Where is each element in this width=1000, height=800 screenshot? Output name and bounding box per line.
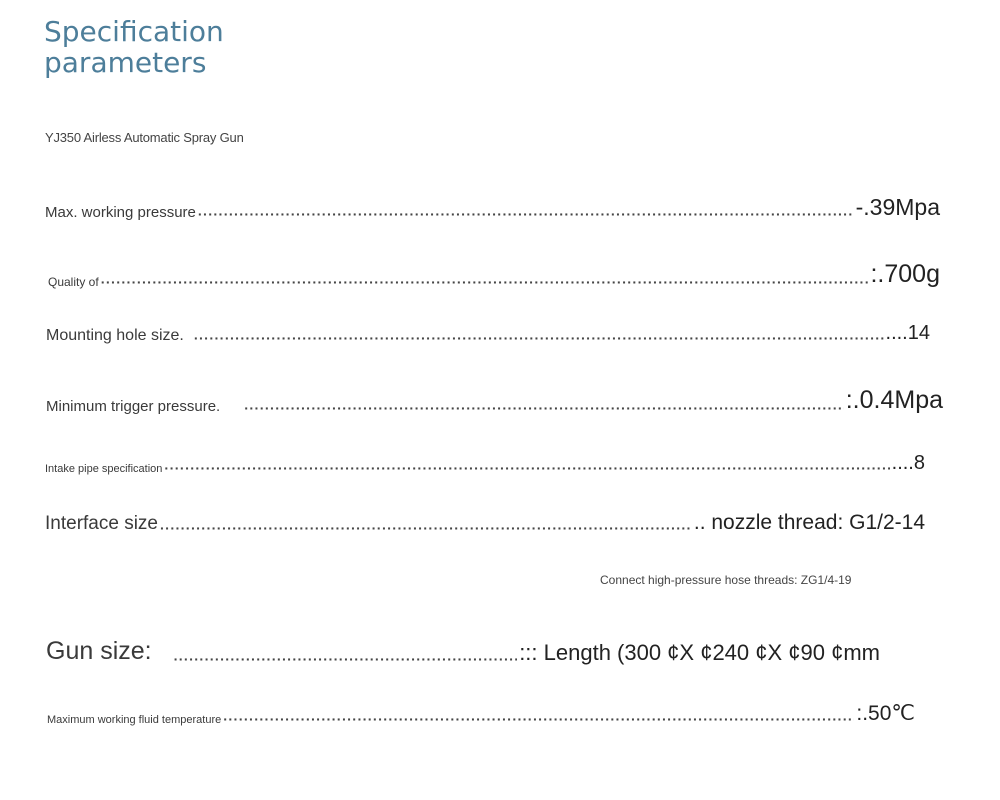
- dot-leader: [160, 521, 692, 535]
- spec-label: Gun size:: [46, 637, 152, 665]
- dot-leader: [174, 652, 518, 666]
- spec-value: ::: Length (300 ¢X ¢240 ¢X ¢90 ¢mm: [519, 640, 880, 665]
- dot-leader: [101, 275, 869, 289]
- page-title: [44, 16, 224, 78]
- product-name: YJ350 Airless Automatic Spray Gun: [45, 130, 244, 145]
- hose-thread-note: Connect high-pressure hose threads: ZG1/4-19: [600, 573, 852, 587]
- spec-row-max-pressure: [45, 194, 940, 221]
- spec-value: ....14: [885, 322, 930, 344]
- dot-leader: [223, 712, 854, 726]
- spec-label: Minimum trigger pressure.: [46, 398, 221, 415]
- spec-value: -.39Mpa: [855, 194, 940, 220]
- spec-label: Interface size: [45, 513, 158, 534]
- dot-leader: [164, 461, 889, 475]
- spec-row-intake-pipe: [45, 452, 925, 475]
- dot-leader: [198, 207, 854, 221]
- spec-label: Quality of: [48, 275, 99, 289]
- dot-leader: [244, 401, 844, 415]
- spec-label: Maximum working fluid temperature: [47, 714, 222, 726]
- spec-value: :.700g: [870, 260, 940, 288]
- spec-value: .. nozzle thread: G1/2-14: [693, 511, 925, 534]
- dot-leader: [194, 331, 884, 345]
- spec-row-interface-size: [45, 511, 925, 535]
- spec-value: ....8: [891, 452, 925, 474]
- spec-row-gun-size: [46, 637, 880, 666]
- spec-row-mounting-hole: [46, 322, 930, 345]
- spec-label: Intake pipe specification: [45, 463, 163, 475]
- spec-row-weight: [48, 260, 940, 289]
- spec-row-fluid-temperature: [47, 701, 915, 726]
- spec-row-trigger-pressure: [46, 386, 943, 415]
- title-line-2: parameters: [44, 46, 207, 79]
- spec-label: Mounting hole size.: [46, 327, 184, 344]
- spec-value: :.0.4Mpa: [845, 386, 943, 414]
- spec-value: :.50℃: [856, 702, 915, 725]
- title-line-1: Specification: [44, 15, 224, 48]
- spec-label: Max. working pressure: [45, 204, 196, 221]
